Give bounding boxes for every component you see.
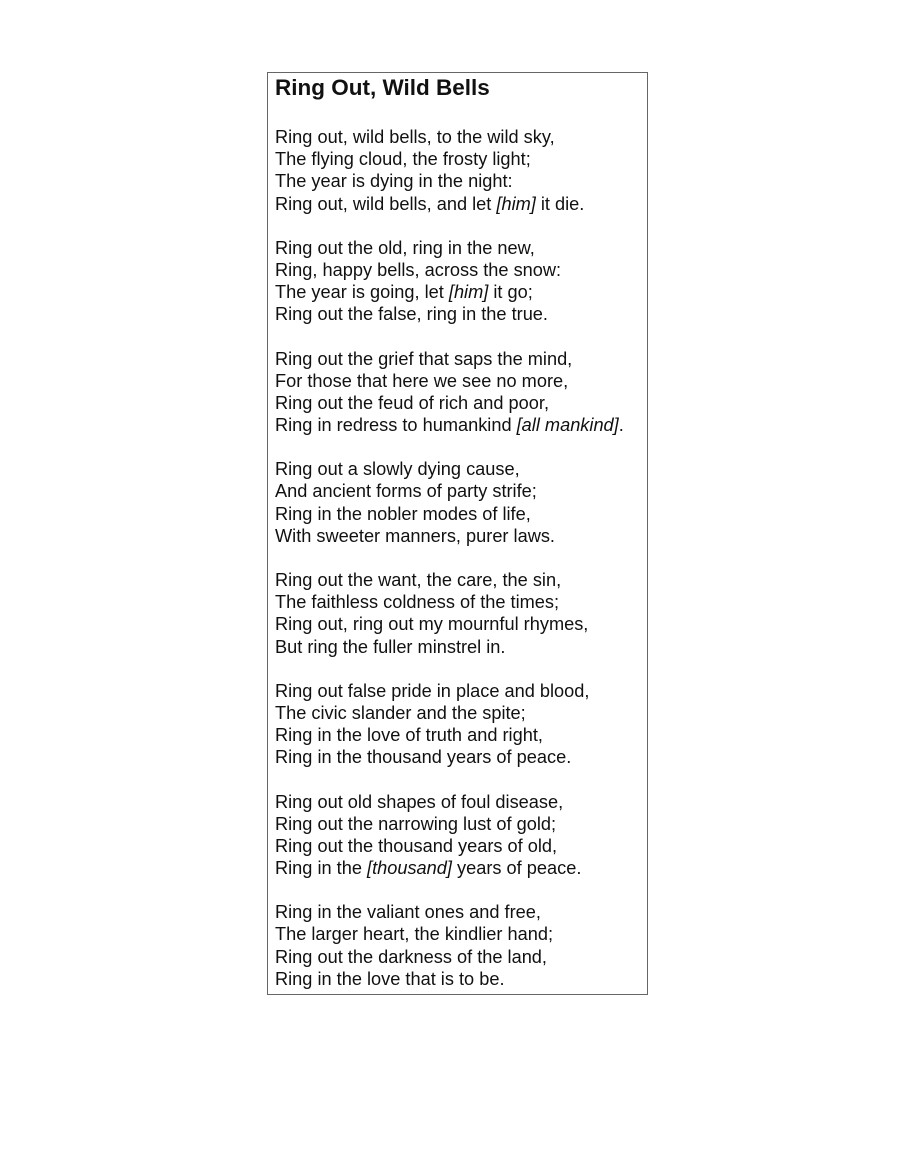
italic-bracket-text: [him] <box>448 282 489 303</box>
line-text: Ring out the grief that saps the mind, <box>275 348 573 369</box>
line-text: Ring out the old, ring in the new, <box>275 237 535 258</box>
stanza <box>275 569 647 658</box>
poem-line <box>275 702 647 724</box>
line-text: The civic slander and the spite; <box>275 702 526 723</box>
poem-line <box>275 237 647 259</box>
poem-line <box>275 193 647 215</box>
line-text: Ring out old shapes of foul disease, <box>275 791 564 812</box>
stanza <box>275 126 647 215</box>
line-text: Ring out, ring out my mournful rhymes, <box>275 614 589 635</box>
poem-line <box>275 503 647 525</box>
line-text: . <box>618 415 624 436</box>
poem-stanzas <box>275 126 647 990</box>
line-text: Ring, happy bells, across the snow: <box>275 259 562 280</box>
stanza <box>275 348 647 437</box>
poem-line <box>275 968 647 990</box>
poem-line <box>275 303 647 325</box>
poem-title: Ring Out, Wild Bells <box>275 75 490 100</box>
poem-line <box>275 170 647 192</box>
line-text: Ring out the thousand years of old, <box>275 835 558 856</box>
line-text: The year is dying in the night: <box>275 171 513 192</box>
line-text: And ancient forms of party strife; <box>275 481 537 502</box>
stanza <box>275 237 647 326</box>
line-text: But ring the fuller minstrel in. <box>275 636 506 657</box>
poem-line <box>275 480 647 502</box>
poem-line <box>275 458 647 480</box>
line-text: Ring out the narrowing lust of gold; <box>275 813 557 834</box>
poem-line <box>275 724 647 746</box>
poem-line <box>275 392 647 414</box>
italic-bracket-text: [him] <box>496 193 536 214</box>
poem-box <box>267 72 648 995</box>
poem-line <box>275 370 647 392</box>
line-text: The year is going, let <box>275 282 449 303</box>
line-text: Ring out the feud of rich and poor, <box>275 392 550 413</box>
line-text: it die. <box>535 193 585 214</box>
line-text: The larger heart, the kindlier hand; <box>275 924 554 945</box>
stanza <box>275 901 647 990</box>
line-text: Ring out the darkness of the land, <box>275 946 547 967</box>
poem-line <box>275 281 647 303</box>
poem-line <box>275 414 647 436</box>
poem-line <box>275 613 647 635</box>
poem-line <box>275 525 647 547</box>
poem-line <box>275 636 647 658</box>
poem-line <box>275 901 647 923</box>
poem-line <box>275 791 647 813</box>
line-text: Ring in the love that is to be. <box>275 968 505 989</box>
line-text: Ring in the nobler modes of life, <box>275 503 531 524</box>
line-text: Ring out, wild bells, and let <box>275 193 497 214</box>
poem-line <box>275 746 647 768</box>
line-text: Ring out the false, ring in the true. <box>275 304 548 325</box>
poem-line <box>275 148 647 170</box>
line-text: Ring out, wild bells, to the wild sky, <box>275 127 555 147</box>
line-text: The flying cloud, the frosty light; <box>275 149 531 170</box>
line-text: it go; <box>488 282 533 303</box>
poem-line <box>275 348 647 370</box>
line-text: years of peace. <box>451 858 582 879</box>
line-text: Ring in the thousand years of peace. <box>275 747 572 768</box>
line-text: Ring out false pride in place and blood, <box>275 680 590 701</box>
poem-line <box>275 857 647 879</box>
line-text: With sweeter manners, purer laws. <box>275 525 555 546</box>
poem-line <box>275 923 647 945</box>
italic-bracket-text: [thousand] <box>367 858 452 879</box>
poem-line <box>275 126 647 148</box>
line-text: Ring in the <box>275 858 368 879</box>
stanza <box>275 680 647 769</box>
italic-bracket-text: [all mankind] <box>516 415 619 436</box>
poem-line <box>275 680 647 702</box>
poem-line <box>275 591 647 613</box>
poem-line <box>275 569 647 591</box>
poem-line <box>275 259 647 281</box>
line-text: Ring out a slowly dying cause, <box>275 459 520 480</box>
stanza <box>275 458 647 547</box>
line-text: Ring in the love of truth and right, <box>275 725 543 746</box>
poem-line <box>275 835 647 857</box>
line-text: Ring in redress to humankind <box>275 415 517 436</box>
poem-line <box>275 813 647 835</box>
stanza <box>275 791 647 880</box>
line-text: Ring in the valiant ones and free, <box>275 902 541 923</box>
line-text: The faithless coldness of the times; <box>275 592 560 613</box>
line-text: Ring out the want, the care, the sin, <box>275 570 562 590</box>
poem-line <box>275 946 647 968</box>
line-text: For those that here we see no more, <box>275 370 569 391</box>
